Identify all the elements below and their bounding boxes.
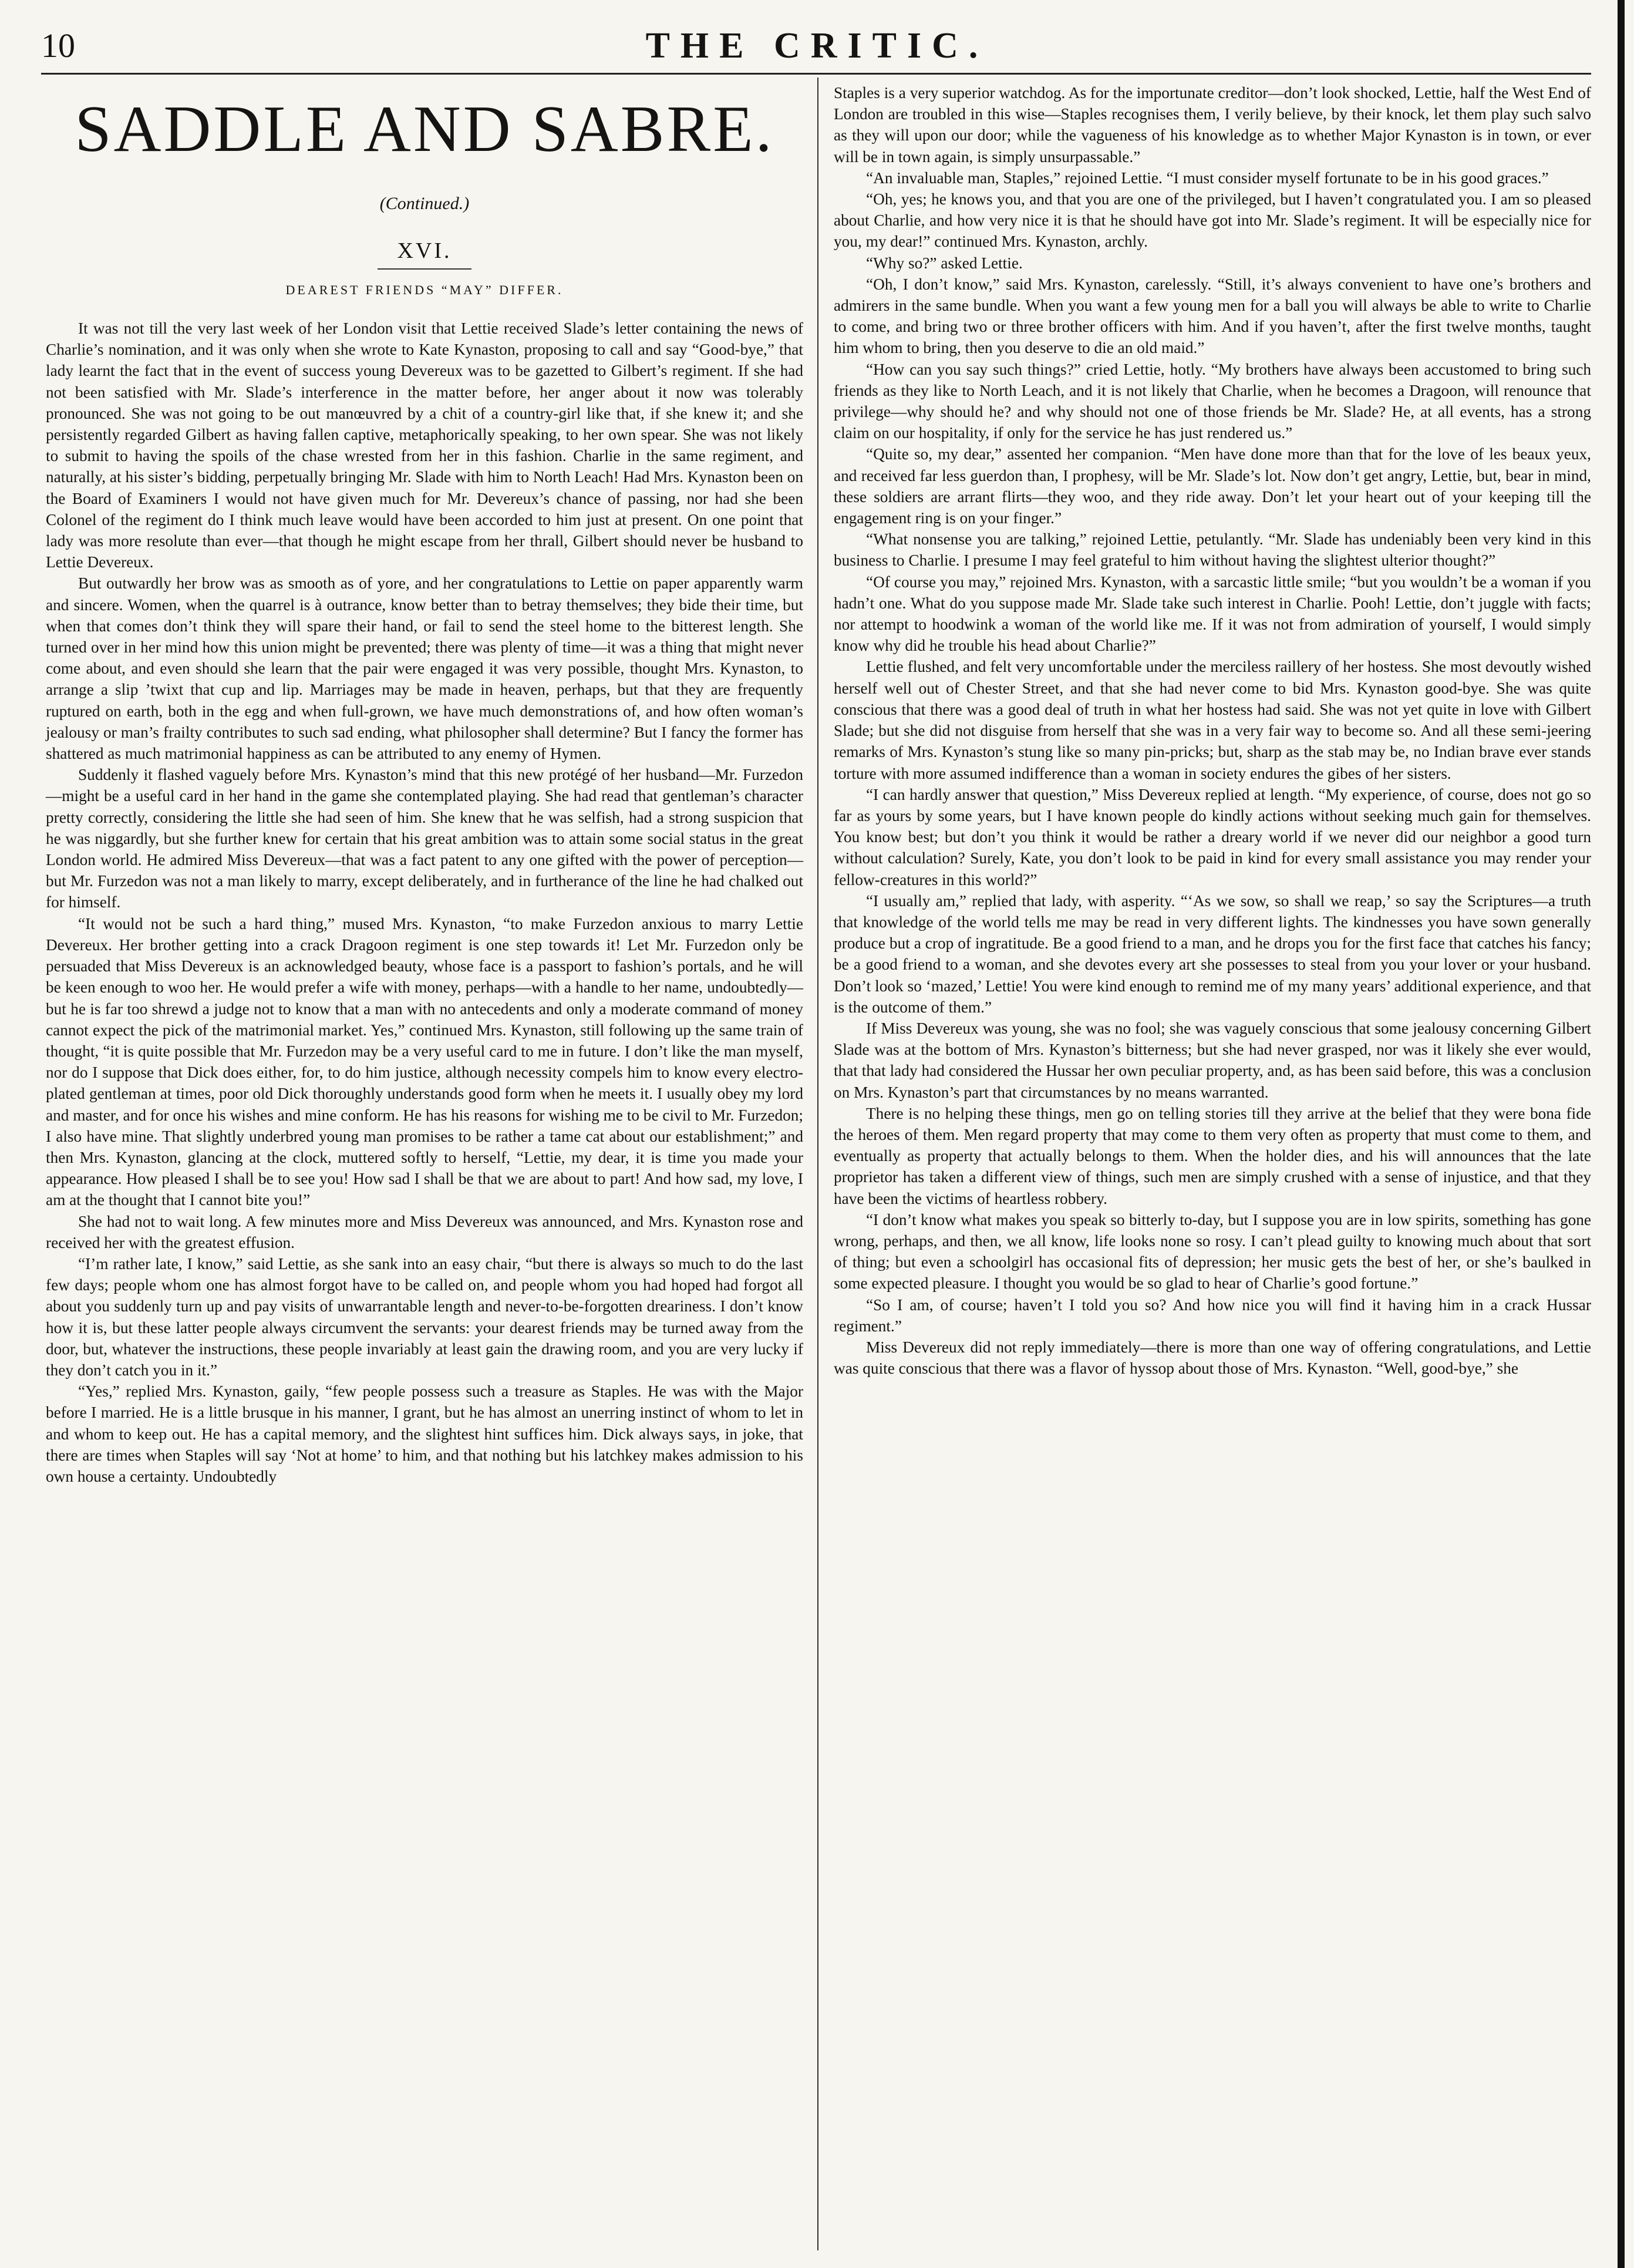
paragraph: “Of course you may,” rejoined Mrs. Kynaston, with a sarcastic little smile; “but you wouldn’t be a woman if you hadn’t one. What do you suppose made Mr. Slade take such interest in Charlie. Pooh! Lettie, don’t juggle with facts; nor attempt to hoodwink a woman of the world like me. If it was not from admiration of yourself, I would simply know why did he trouble his head about Charlie?”	[834, 573, 1591, 655]
paragraph: Miss Devereux did not reply immediately—there is more than one way of offering congratulations, and Lettie was quite conscious that there was a flavor of hyssop about those of Mrs. Kynaston. “Well, good-bye,” she	[834, 1338, 1591, 1378]
paragraph: “I don’t know what makes you speak so bitterly to-day, but I suppose you are in low spirits, something has gone wrong, perhaps, and then, we all know, life looks none so rosy. I can’t plead guilty to knowing much about that sort of thing; but even a schoolgirl has occasional fits of depression; her music gets the best of her, or she’s baulked in some expected pleasure. I thought you would be so glad to hear of Charlie’s good fortune.”	[834, 1210, 1591, 1293]
chapter-title: DEAREST FRIENDS “MAY” DIFFER.	[285, 282, 564, 297]
paragraph: She had not to wait long. A few minutes more and Miss Devereux was announced, and Mrs. Kynaston rose and received her with the greatest effusion.	[46, 1212, 803, 1251]
chapter-number: XVI.	[397, 238, 452, 263]
paragraph: Suddenly it flashed vaguely before Mrs. Kynaston’s mind that this new protégé of her husband—Mr. Furzedon—might be a useful card in her hand in the game she contemplated playing. She had read that gentleman’s character pretty correctly, considering the little she had seen of him. She knew that he was selfish, had a strong suspicion that he was niggardly, but she further knew for certain that his great ambition was to attain some social status in the great London world. He admired Miss Devereux—that was a fact patent to any one gifted with the power of perception—but Mr. Furzedon was not a man likely to marry, except deliberately, and in furtherance of the line he had chalked out for himself.	[46, 766, 803, 911]
paragraph: “Yes,” replied Mrs. Kynaston, gaily, “few people possess such a treasure as Staples. He was with the Major before I married. He is a little brusque in his manner, I grant, but he has almost an unerring instinct of whom to let in and whom to keep out. He has a capital memory, and the slightest hint suffices him. Dick always says, in joke, that there are times when Staples will say ‘Not at home’ to him, and that nothing but his latchkey makes admission to his own house a certainty. Undoubtedly	[46, 1382, 803, 1485]
paragraph: “So I am, of course; haven’t I told you so? And how nice you will find it having him in a crack Hussar regiment.”	[834, 1295, 1591, 1335]
header-rule	[41, 73, 1591, 75]
paragraph: “What nonsense you are talking,” rejoined Lettie, petulantly. “Mr. Slade has undeniably been very kind in this business to Charlie. I presume I may feel grateful to him without having the slightest ulterior thought?”	[834, 530, 1591, 570]
paragraph: It was not till the very last week of her London visit that Lettie received Slade’s letter containing the news of Charlie’s nomination, and it was only when she wrote to Kate Kynaston, proposing to call and say “Good-bye,” that lady learnt the fact that in the event of success young Devereux was to be gazetted to Gilbert’s regiment. If she had not been satisfied with Mr. Slade’s interference in the matter before, her anger about it now was tolerably pronounced. She was not going to be out manœuvred by a chit of a country-girl like that, if she knew it; and she persistently regarded Gilbert as having fallen captive, metaphorically speaking, to her own spear. She was not likely to submit to having the spoils of the chase wrested from her in this fashion. Charlie in the same regiment, and naturally, at his sister’s bidding, perpetually bringing Mr. Slade with him to North Leach! Had Mrs. Kynaston been on the Board of Examiners I would not have given much for Mr. Devereux’s chance of passing, nor had she been Colonel of the regiment do I think much leave would have been accorded to him just at present. On one point that lady was more resolute than ever—that though he might escape from her thrall, Gilbert should never be husband to Lettie Devereux.	[46, 319, 803, 571]
paragraph: But outwardly her brow was as smooth as of yore, and her congratulations to Lettie on paper apparently warm and sincere. Women, when the quarrel is à outrance, know better than to betray themselves; they bide their time, but when that comes don’t think they will spare their hand, or fail to send the steel home to the bitterest length. She turned over in her mind how this union might be prevented; there was plenty of time—it was a thing that might never come about, and even should she learn that the pair were engaged it was very possible, thought Mrs. Kynaston, to arrange a slip ’twixt that cup and lip. Marriages may be made in heaven, perhaps, but that they are frequently ruptured on earth, both in the egg and when full-grown, we have much demonstrations of, and how often woman’s jealousy or man’s frailty contributes to such sad ending, what philosopher shall determine? But I fancy the former has shattered as much matrimonial happiness as can be attributed to any enemy of Hymen.	[46, 574, 803, 763]
paragraph: “I’m rather late, I know,” said Lettie, as she sank into an easy chair, “but there is always so much to do the last few days; people whom one has almost forgot have to be called on, and people whom you had hoped had forgot all about you suddenly turn up and pay visits of unwarrantable length and never-to-be-forgotten dreariness. I don’t know how it is, but these latter people always circumvent the servants: your dearest friends may be turned away from the door, but, whatever the instructions, these people invariably at least gain the drawing room, and you are very lucky if they don’t catch you in it.”	[46, 1254, 803, 1379]
paragraph: “An invaluable man, Staples,” rejoined Lettie. “I must consider myself fortunate to be in his good graces.”	[866, 169, 1549, 187]
paragraph: “I can hardly answer that question,” Miss Devereux replied at length. “My experience, of course, does not go so far as yours by some years, but I have known people do kindly actions without seeking much gain for themselves. You know best; but don’t you think it would be rather a dreary world if we never did our neighbor a good turn without calculation? Surely, Kate, you don’t look to be paid in kind for every small assistance you may render your fellow-creatures in this world?”	[834, 785, 1591, 889]
continued-note: (Continued.)	[379, 194, 470, 213]
page-number: 10	[41, 26, 75, 65]
paragraph: “Oh, yes; he knows you, and that you are one of the privileged, but I haven’t congratulated you. I am so pleased about Charlie, and how very nice it is that he should have got into Mr. Slade’s regiment. It will be especially nice for you, my dear!” continued Mrs. Kynaston, archly.	[834, 190, 1591, 251]
paragraph: Lettie flushed, and felt very uncomfortable under the merciless raillery of her hostess. She most devoutly wished herself well out of Chester Street, and that she had never come to bid Mrs. Kynaston good-bye. She was quite conscious that there was a good deal of truth in what her hostess had said. She was not yet quite in love with Gilbert Slade; but she did not disguise from herself that she was in a very fair way to become so. And all these semi-jeering remarks of Mrs. Kynaston’s stung like so many pin-pricks; but, sharp as the stab may be, no Indian brave ever stands torture with more assumed indifference than a woman in society endures the gibes of her sisters.	[834, 658, 1591, 782]
right-column	[834, 82, 1591, 1379]
paragraph: There is no helping these things, men go on telling stories till they arrive at the belief that they were bona fide the heroes of them. Men regard property that may come to them very often as property that must come to them, and eventually as property that actually belongs to them. When the holder dies, and his will announces that the late proprietor has taken a different view of things, such men are simply crushed with a sense of injustice, and that they have been the victims of heartless robbery.	[834, 1104, 1591, 1207]
paragraph: If Miss Devereux was young, she was no fool; she was vaguely conscious that some jealousy concerning Gilbert Slade was at the bottom of Mrs. Kynaston’s bitterness; but she had never grasped, nor was it likely she ever would, that that lady had considered the Hussar her own peculiar property, and, as has been said before, this was a conclusion on Mrs. Kynaston’s part that circumstances by no means warranted.	[834, 1019, 1591, 1101]
left-column	[46, 82, 803, 1487]
paragraph: Staples is a very superior watchdog. As for the importunate creditor—don’t look shocked, Lettie, half the West End of London are troubled in this wise—Staples recognises them, I verily believe, by their knock, let them play such salvo as they will upon our door; while the vagueness of his knowledge as to whether Major Kynaston is in town, or ever will be in town again, is simply unsurpassable.”	[834, 84, 1591, 166]
masthead: THE CRITIC.	[645, 26, 989, 66]
paragraph: “It would not be such a hard thing,” mused Mrs. Kynaston, “to make Furzedon anxious to marry Lettie Devereux. Her brother getting into a crack Dragoon regiment is one step towards it! Let Mr. Furzedon only be persuaded that Miss Devereux is an acknowledged beauty, whose face is a passport to fashion’s portals, and he will be keen enough to woo her. He would prefer a wife with money, perhaps—with a handle to her name, undoubtedly—but he is far too shrewd a judge not to know that a man with no antecedents and only a moderate command of money cannot expect the pick of the matrimonial market. Yes,” continued Mrs. Kynaston, still following up the same train of thought, “it is quite possible that Mr. Furzedon may be a very useful card to me in future. I don’t like the man myself, nor do I suppose that Dick does either, for, to do him justice, although necessity compels him to know every electro-plated gentleman at times, poor old Dick thoroughly understands good form when he meets it. I usually obey my lord and master, and for once his wishes and mine conform. He has his reasons for wishing me to be civil to Mr. Furzedon; I also have mine. That slightly underbred young man promises to be rather a tame cat about our establishment;” and then Mrs. Kynaston, glancing at the clock, muttered softly to herself, “Lettie, my dear, it is time you made your appearance. How pleased I shall be to see you! How sad I shall be that we are about to part! And how sad, my love, I am at the thought that I cannot bite you!”	[46, 914, 803, 1209]
paragraph: “Quite so, my dear,” assented her companion. “Men have done more than that for the love of les beaux yeux, and received far less guerdon than, I prophesy, will be Mr. Slade’s lot. Now don’t get angry, Lettie, but, bear in mind, these soldiers are arrant flirts—they woo, and they ride away. Don’t let your heart out of your keeping till the engagement ring is on your finger.”	[834, 445, 1591, 527]
paragraph: “Why so?” asked Lettie.	[866, 254, 1023, 272]
paragraph: “How can you say such things?” cried Lettie, hotly. “My brothers have always been accustomed to bring such friends as they like to North Leach, and it is not likely that Charlie, when he becomes a Dragoon, will renounce that privilege—why should he? and why should not one of those friends be Mr. Slade? He, at all events, has a strong claim on our hospitality, if only for the service he has just rendered us.”	[834, 360, 1591, 442]
story-title: SADDLE AND SABRE.	[75, 93, 774, 166]
paragraph: “I usually am,” replied that lady, with asperity. “‘As we sow, so shall we reap,’ so say the Scriptures—a truth that knowledge of the world tells me may be read in very different lights. The kindnesses you have sown generally produce but a crop of ingratitude. Be a good friend to a man, and he drops you for the first face that catches his fancy; be a good friend to a woman, and she devotes every art she possesses to steal from you your lover or your husband. Don’t look so ‘mazed,’ Lettie! You were kind enough to remind me of my many years’ additional experience, and that is the outcome of them.”	[834, 891, 1591, 1016]
column-divider	[817, 78, 818, 2250]
chapter-rule	[378, 268, 471, 270]
paragraph: “Oh, I don’t know,” said Mrs. Kynaston, carelessly. “Still, it’s always convenient to have one’s brothers and admirers in the same bundle. When you want a few young men for a ball you will always be able to write to Charlie to come, and bring two or three brother officers with him. And if you haven’t, after the first twelve months, taught him whom to bring, then you deserve to die an old maid.”	[834, 275, 1591, 357]
page-edge	[1618, 0, 1625, 2268]
